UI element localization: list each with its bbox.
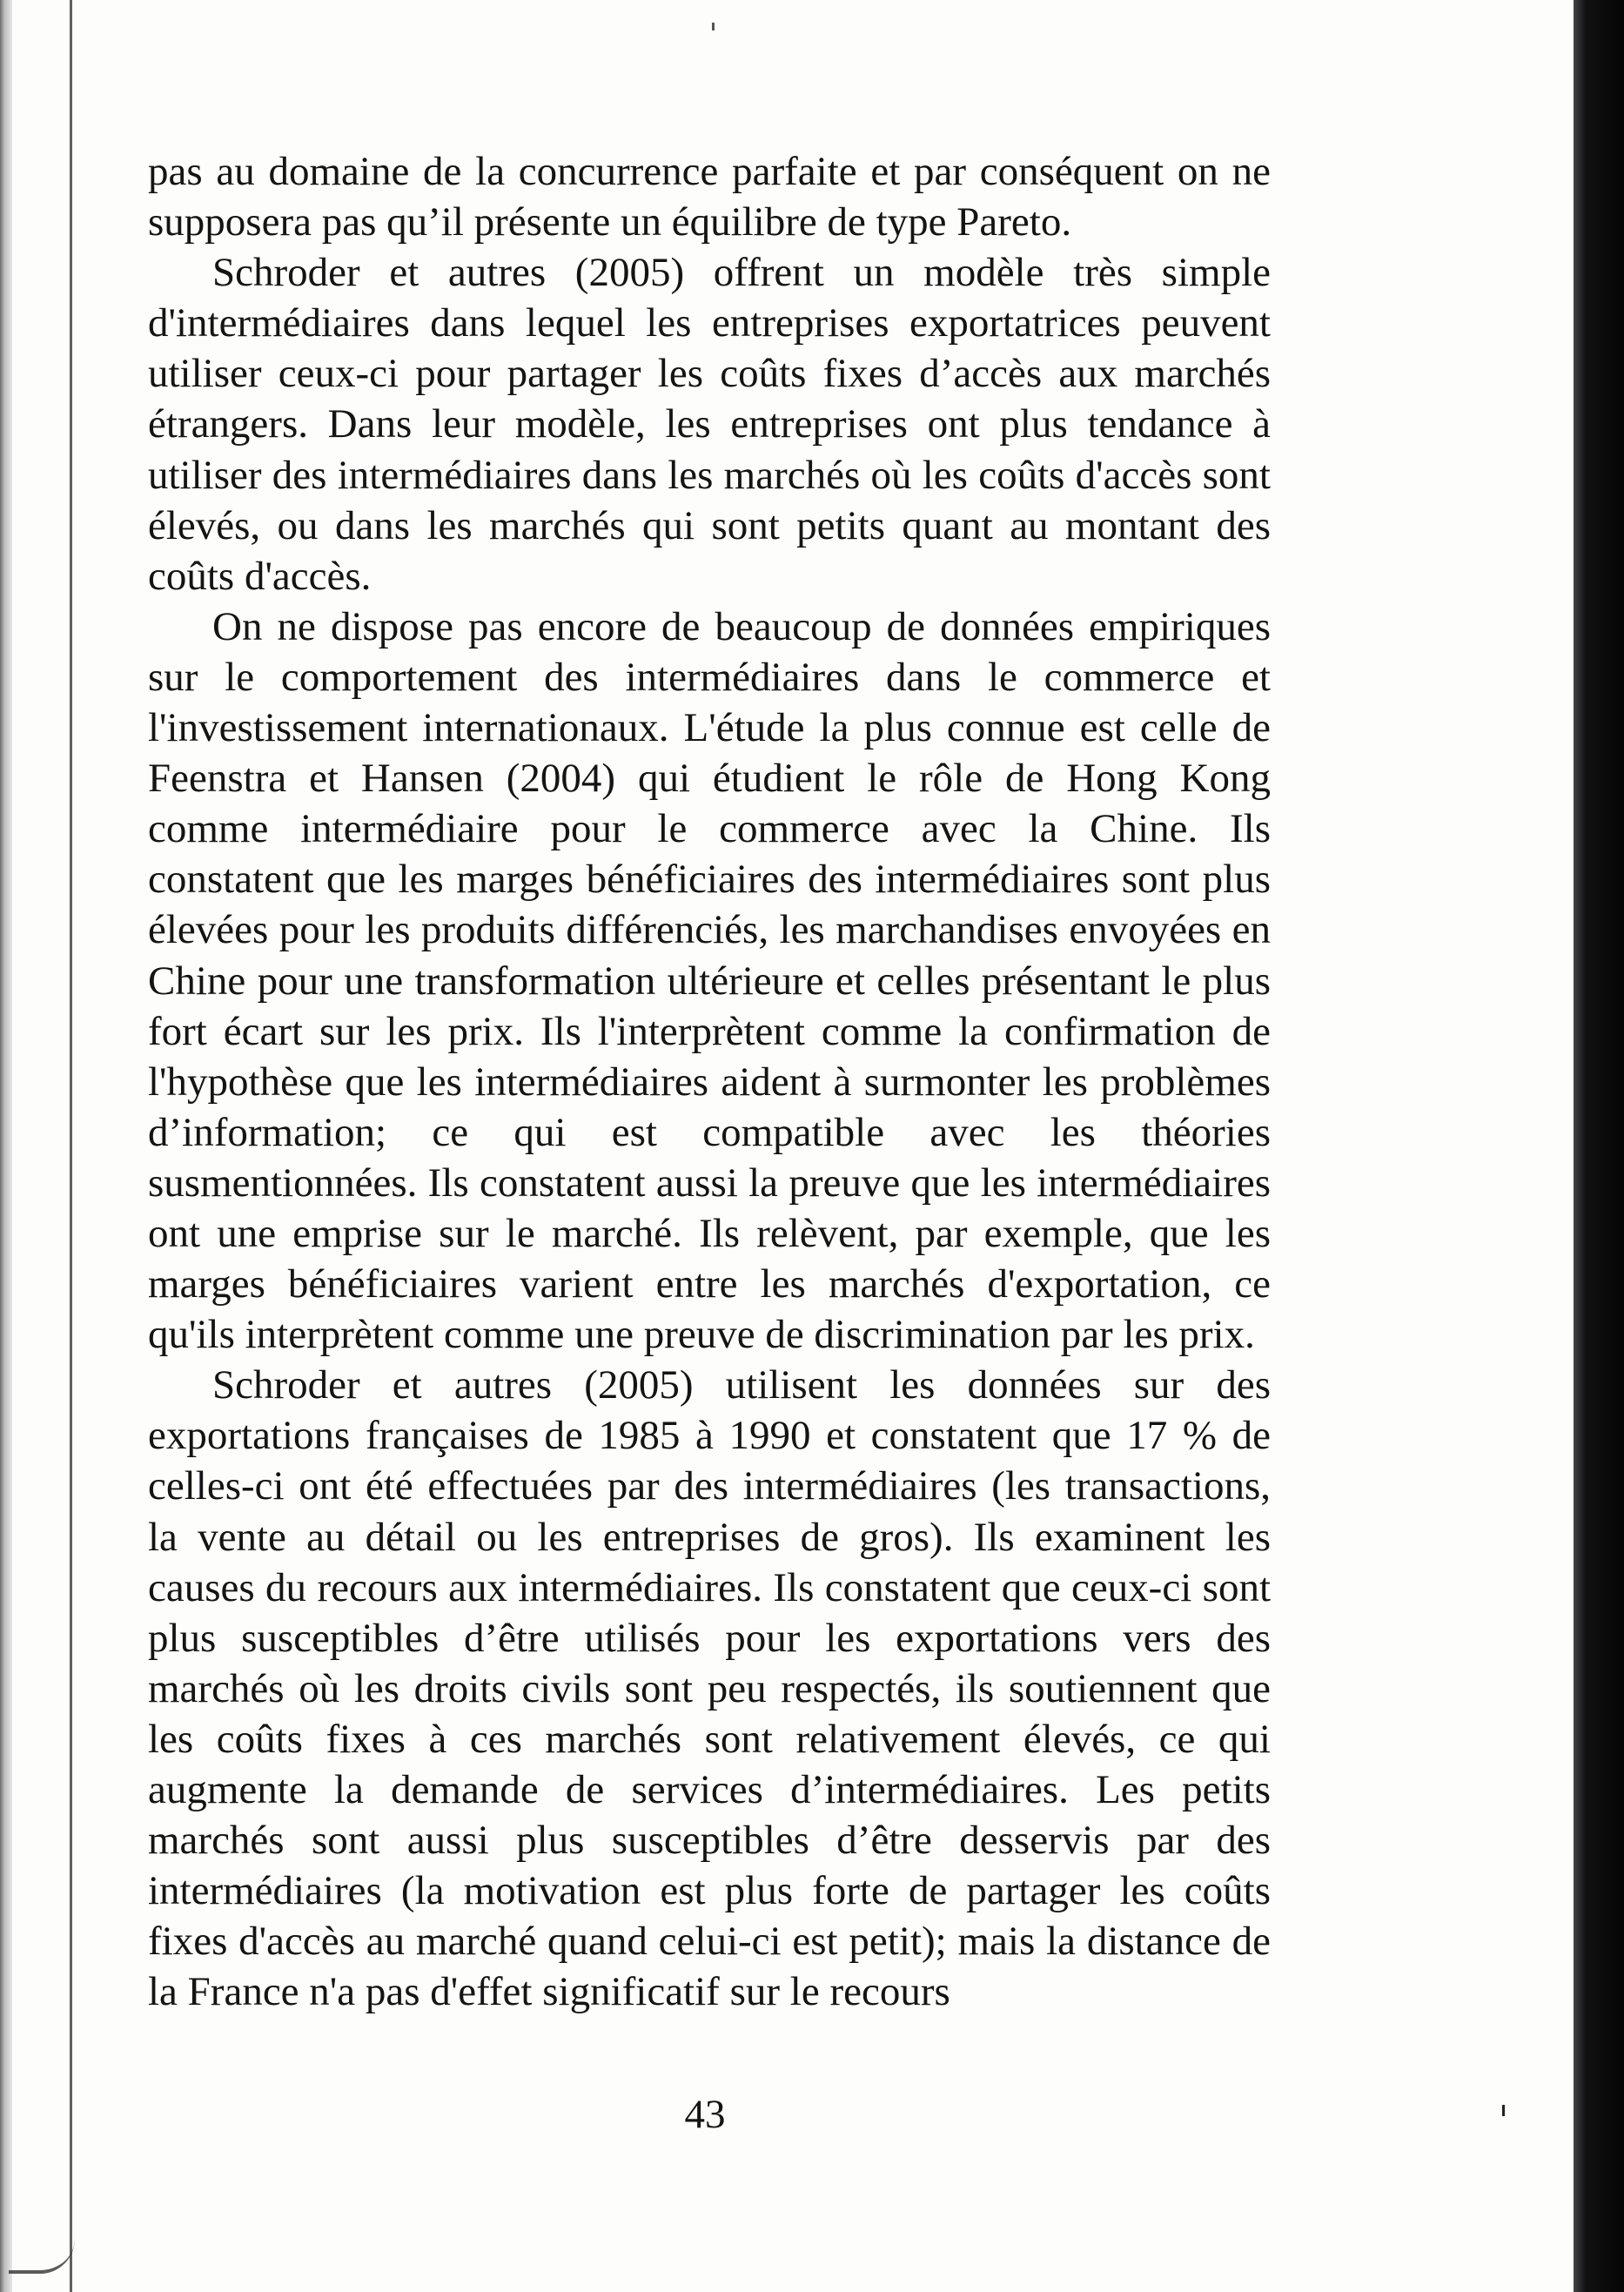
paragraph: pas au domaine de la concurrence parfaite et par conséquent on ne supposera pas qu’il présente un équilibre de type Pareto.	[148, 149, 1271, 245]
page-number: 43	[684, 2092, 726, 2137]
binding-line	[70, 0, 72, 2292]
scan-edge	[1574, 0, 1624, 2292]
binding-curl	[9, 2235, 75, 2274]
paragraph: Schroder et autres (2005) offrent un modèle très simple d'intermédiaires dans lequel les entreprises exportatrices peuvent utiliser ceux-ci pour partager les coûts fixes d’accès aux marchés étrangers. Dans leur modèle, les entreprises ont plus tendance à utiliser des intermédiaires dans les marchés où les coûts d'accès sont élevés, ou dans les marchés qui sont petits quant au montant des coûts d'accès.	[148, 250, 1271, 599]
binding-shadow	[0, 0, 12, 2292]
paragraph: On ne dispose pas encore de beaucoup de données empiriques sur le comportement des intermédiaires dans le commerce et l'investissement internationaux. L'étude la plus connue est celle de Feenstra et Hansen (2004) qui étudient le rôle de Hong Kong comme intermédiaire pour le commerce avec la Chine. Ils constatent que les marges bénéficiaires des intermédiaires sont plus élevées pour les produits différenciés, les marchandises envoyées en Chine pour une transformation ultérieure et celles présentant le plus fort écart sur les prix. Ils l'interprètent comme la confirmation de l'hypothèse que les intermédiaires aident à surmonter les problèmes d’information; ce qui est compatible avec les théories susmentionnées. Ils constatent aussi la preuve que les intermédiaires ont une emprise sur le marché. Ils relèvent, par exemple, que les marges bénéficiaires varient entre les marchés d'exportation, ce qu'ils interprètent comme une preuve de discrimination par les prix.	[148, 603, 1271, 1358]
paragraph: Schroder et autres (2005) utilisent les données sur des exportations françaises de 1985 à 1990 et constatent que 17 % de celles-ci ont été effectuées par des intermédiaires (les transactions, la vente au détail ou les entreprises de gros). Ils examinent les causes du recours aux intermédiaires. Ils constatent que ceux-ci sont plus susceptibles d’être utilisés pour les exportations vers des marchés où les droits civils sont peu respectés, ils soutiennent que les coûts fixes à ces marchés sont relativement élevés, ce qui augmente la demande de services d’intermédiaires. Les petits marchés sont aussi plus susceptibles d’être desservis par des intermédiaires (la motivation est plus forte de partager les coûts fixes d'accès au marché quand celui-ci est petit); mais la distance de la France n'a pas d'effet significatif sur le recours	[148, 1362, 1271, 2015]
body-text	[148, 146, 1271, 2017]
scan-mark	[712, 23, 715, 30]
scan-mark	[1502, 2105, 1505, 2116]
